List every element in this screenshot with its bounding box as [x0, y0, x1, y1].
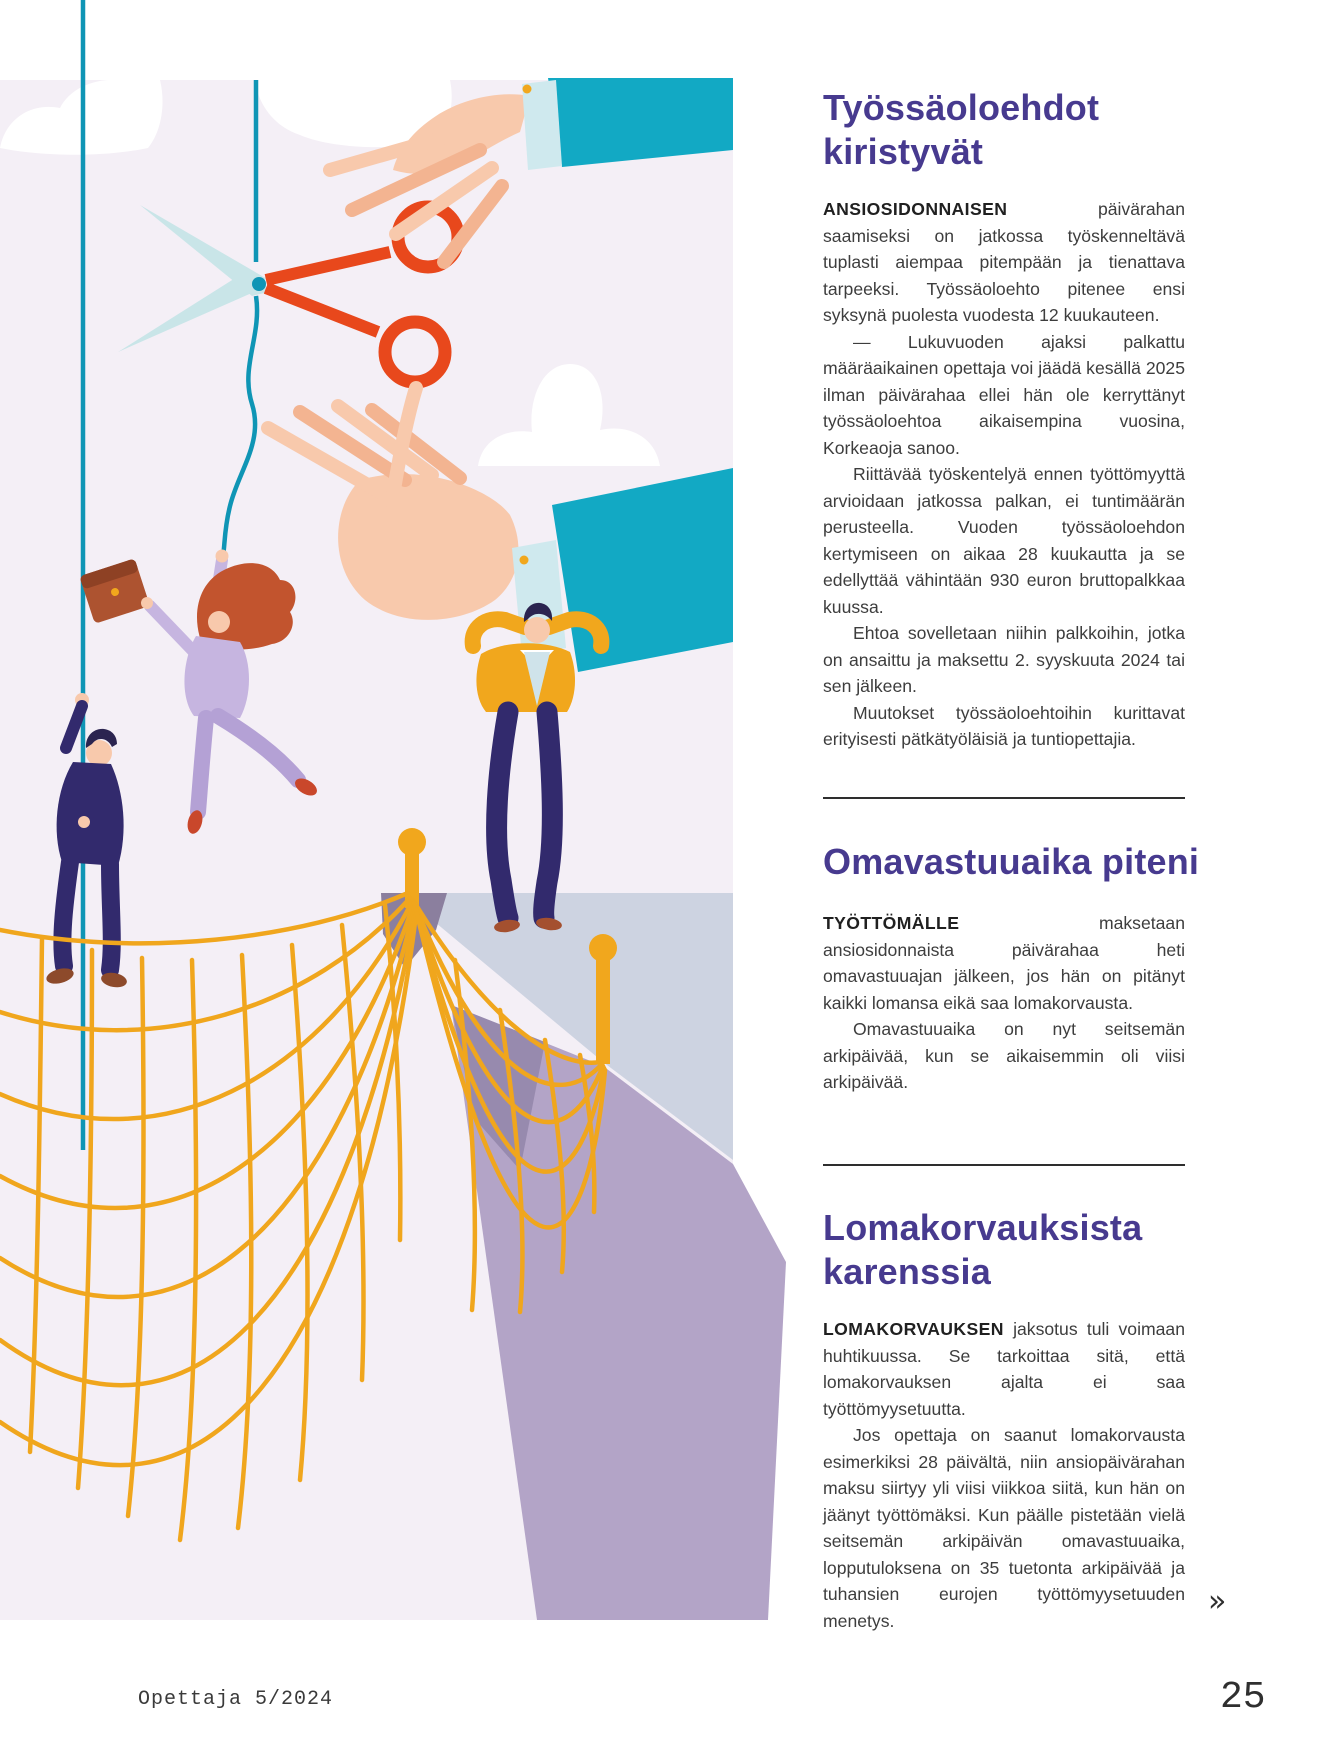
- paragraph: ANSIOSIDONNAISEN päivärahan saamiseksi on jatkossa työskenneltävä tuplasti aiempaa pitempään ja tienattava tarpeeksi. Työssäoloehto pitenee ensi syksynä puolesta vuodesta 12 kuukauteen.: [823, 199, 1185, 325]
- paragraph: Riittävää työskentelyä ennen työttömyyttä arvioidaan jatkossa palkan, ei tuntimäärän perusteella. Vuoden työssäoloehdon kertymiseen on aikaa 28 kuukautta ja se edellyttää vähintään 930 euron bruttopalkkaa kuussa.: [823, 464, 1185, 617]
- article-3-body: [823, 1316, 1185, 1634]
- title-line: karenssia: [823, 1251, 991, 1292]
- title-line: Omavastuuaika piteni: [823, 841, 1200, 882]
- paragraph: Jos opettaja on saanut lomakorvausta esimerkiksi 28 päivältä, niin ansiopäivärahan maksu siirtyy yli viisi viikkoa siitä, kun hän on jäänyt työttömäksi. Kun päälle pistetään vielä seitsemän arkipäivän omavastuuaika, lopputuloksena on 35 tuetonta arkipäivää ja tuhansien eurojen työttömyysetuuden menetys.: [823, 1425, 1185, 1631]
- article-3-title: [823, 1206, 1142, 1294]
- paragraph: — Lukuvuoden ajaksi palkattu määräaikainen opettaja voi jäädä kesällä 2025 ilman päivärahaa ellei hän ole kerryttänyt työssäoloehtoa aikaisempina vuosina, Korkeaoja sanoo.: [823, 331, 1185, 458]
- section-divider: [823, 1164, 1185, 1166]
- article-1-title: [823, 86, 1099, 174]
- article-2-title: [823, 840, 1199, 884]
- person-face: [524, 617, 550, 643]
- article-2-body: [823, 910, 1185, 1096]
- continued-marker-icon: »: [1208, 1584, 1227, 1619]
- title-line: Lomakorvauksista: [823, 1207, 1143, 1248]
- lead-word: ANSIOSIDONNAISEN: [823, 199, 1008, 219]
- paragraph: Ehtoa sovelletaan niihin palkkoihin, jotka on ansaittu ja maksettu 2. syyskuuta 2024 tai sen jälkeen.: [823, 623, 1185, 696]
- section-divider: [823, 797, 1185, 799]
- scissors-pivot: [252, 277, 266, 291]
- woman-face: [208, 611, 230, 633]
- footer-magazine-label: Opettaja 5/2024: [138, 1688, 334, 1711]
- paragraph: LOMAKORVAUKSEN jaksotus tuli voimaan huhtikuussa. Se tarkoittaa sitä, että lomakorvauksen ajalta ei saa työttömyysetuutta.: [823, 1319, 1185, 1419]
- cuff-button: [520, 556, 529, 565]
- page-number: 25: [1220, 1676, 1266, 1719]
- paragraph: TYÖTTÖMÄLLE maksetaan ansiosidonnaista päivärahaa heti omavastuuajan jälkeen, jos hän on pitänyt kaikki lomansa eikä saa lomakorvausta.: [823, 913, 1185, 1013]
- title-line: Työssäoloehdot: [823, 87, 1100, 128]
- paragraph: Omavastuuaika on nyt seitsemän arkipäivää, kun se aikaisemmin oli viisi arkipäivää.: [823, 1019, 1185, 1092]
- title-line: kiristyvät: [823, 131, 984, 172]
- lead-word: TYÖTTÖMÄLLE: [823, 913, 960, 933]
- lead-word: LOMAKORVAUKSEN: [823, 1319, 1004, 1339]
- cuff-button: [523, 85, 532, 94]
- paragraph: Muutokset työssäoloehtoihin kurittavat erityisesti pätkätyöläisiä ja tuntiopettajia.: [823, 702, 1185, 749]
- woman-jacket: [184, 636, 249, 718]
- article-1-body: [823, 196, 1185, 753]
